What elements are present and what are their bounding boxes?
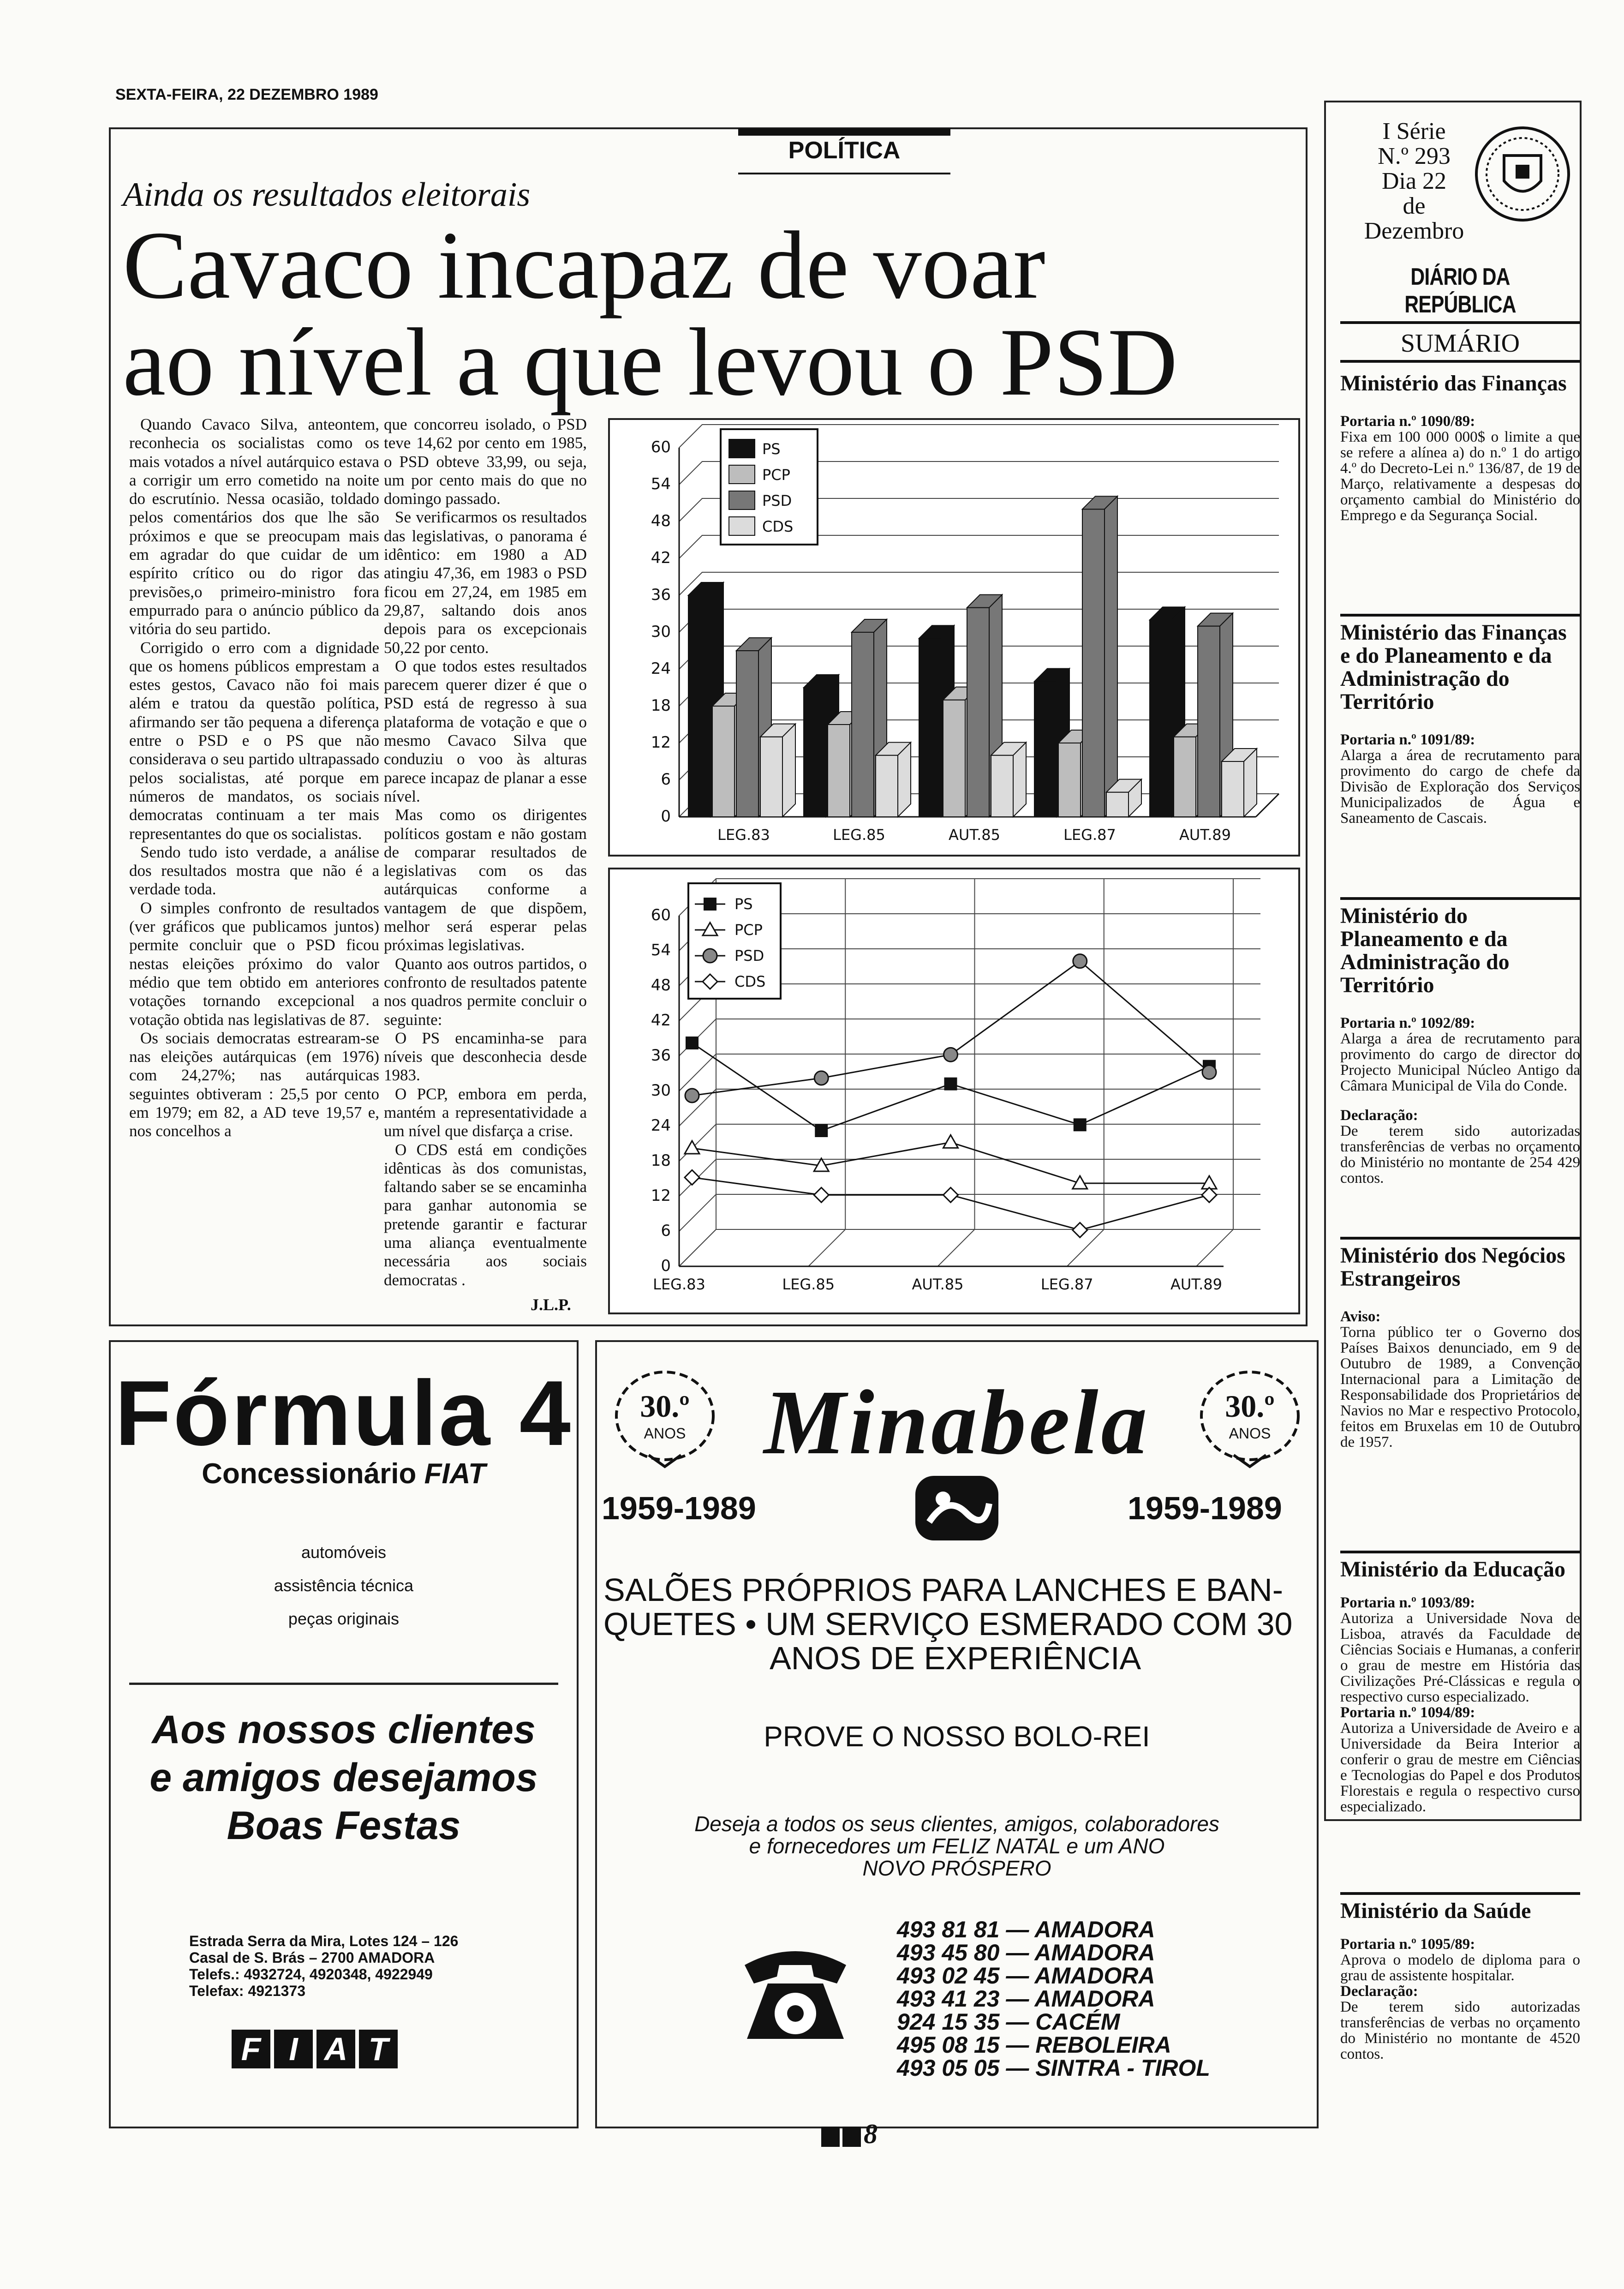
- years-left: 1959-1989: [602, 1490, 756, 1526]
- paragraph: Mas como os dirigentes políticos gostam e não gostam de comparar resultados de legislativas com os das autárquicas conforme a vantagem de que dispõem, melhor será esperar pelas próximas legislativas.: [384, 806, 587, 954]
- bar-ps: [1034, 682, 1057, 817]
- bar-psd: [852, 632, 874, 817]
- gridline: [679, 1124, 1260, 1161]
- section-entry: [1340, 1108, 1580, 1186]
- ad-subtitle: [111, 1457, 577, 1490]
- issue-series: I Série: [1382, 118, 1446, 144]
- paragraph: Quando Cavaco Silva, anteontem, reconhecia os socialistas como os mais votados a nível autárquico estava a corrigir um erro cometido na noite do escrutínio. Nessa ocasião, toldado pelos comentários dos que lhe são próximos e que se preocupam mais em agradar do que cuidar de um espírito crítico ou do rigor das previsões,o primeiro-ministro fora empurrado para o anúncio público da vitória do seu partido.: [129, 415, 379, 638]
- phone-list: [897, 1918, 1210, 2079]
- section-entry: [1340, 1015, 1580, 1094]
- paragraph: O PS encaminha-se para níveis que desconhecia desde 1983.: [384, 1029, 587, 1085]
- bar-cds: [1106, 792, 1128, 817]
- page-number: 8: [864, 2119, 878, 2149]
- divider: [129, 1683, 558, 1685]
- address-line: Telefax: 4921373: [189, 1983, 306, 1999]
- divider: [1340, 360, 1580, 363]
- marker-circle: [703, 949, 717, 963]
- y-tick-label: 30: [651, 623, 671, 641]
- sidebar-section: [1340, 1244, 1580, 1450]
- bar-ps: [1150, 620, 1172, 817]
- anniversary-sub: ANOS: [644, 1425, 686, 1442]
- telephone-icon: [735, 1937, 855, 2048]
- line-chart-svg: [610, 869, 1298, 1312]
- legend-swatch: [729, 491, 755, 509]
- y-tick-label: 42: [651, 1011, 671, 1030]
- ad-subtitle-brand: FIAT: [424, 1458, 486, 1490]
- section-entry: [1340, 1936, 1580, 1983]
- laurel-wreath-icon: [1192, 1360, 1308, 1476]
- byline: J.L.P.: [531, 1295, 571, 1314]
- ad-services: [111, 1536, 577, 1636]
- y-tick-label: 12: [651, 1186, 671, 1205]
- marker-circle: [944, 1048, 958, 1061]
- publication-name: DIÁRIO DA REPÚBLICA: [1404, 264, 1516, 318]
- greeting-line: Aos nossos clientes: [152, 1708, 536, 1752]
- section-head: Ministério do Planeamento e da Administração do Território: [1340, 904, 1510, 997]
- divider: [1340, 1892, 1580, 1895]
- marker-square: [944, 1078, 957, 1091]
- y-tick-label: 0: [661, 807, 671, 826]
- y-tick-label: 6: [661, 770, 671, 789]
- y-tick-label: 0: [661, 1257, 671, 1275]
- entry-label: Portaria n.º 1090/89:: [1340, 413, 1475, 430]
- issue-day: Dia 22: [1381, 168, 1447, 194]
- y-tick-label: 30: [651, 1081, 671, 1100]
- paragraph: Corrigido o erro com a dignidade que os homens públicos emprestam a estes gestos, Cavaco não foi mais além e tratou da questão política, afirmando ser tão pequena a diferença entre o PSD e o PS que não considerava o seu partido ultrapassado pelos socialistas, até porque em números de mandatos, os sociais democratas continuam a ter mais representantes do que os socialistas.: [129, 638, 379, 843]
- bar-side-cds: [782, 724, 795, 817]
- entry-label: Portaria n.º 1095/89:: [1340, 1936, 1475, 1953]
- legend-label: PSD: [734, 947, 764, 965]
- legend-swatch: [729, 439, 755, 458]
- section-entry: [1340, 1983, 1580, 2062]
- brand-name: Minabela: [764, 1372, 1150, 1474]
- service-item: automóveis: [301, 1543, 387, 1562]
- x-tick-label: AUT.89: [1170, 1276, 1222, 1293]
- y-tick-label: 54: [651, 941, 671, 959]
- laurel-wreath-icon: [607, 1360, 722, 1476]
- article-column-2: [384, 415, 587, 1289]
- logo-letter: I: [274, 2030, 313, 2068]
- marker-square: [1074, 1118, 1087, 1131]
- gridline: [679, 1089, 1260, 1126]
- wishes-line: Deseja a todos os seus clientes, amigos, colaboradores: [694, 1812, 1219, 1836]
- phone-row: 493 81 81 — AMADORA: [897, 1917, 1155, 1942]
- line-chart: [608, 868, 1300, 1314]
- wishes-line: NOVO PRÓSPERO: [862, 1856, 1051, 1880]
- phone-place: AMADORA: [1034, 1917, 1155, 1942]
- phone-row: 924 15 35 — CACÉM: [897, 2009, 1120, 2035]
- entry-text: Alarga a área de recrutamento para provimento do cargo de director do Projecto Municipal Núcleo Antigo da Câmara Municipal de Vila do Conde.: [1340, 1031, 1580, 1094]
- y-tick-label: 6: [661, 1222, 671, 1240]
- logo-letter: A: [316, 2030, 355, 2068]
- entry-text: De terem sido autorizadas transferências de verbas no orçamento do Ministério no montante de 254 429 contos.: [1340, 1123, 1580, 1186]
- section-head: Ministério da Educação: [1340, 1557, 1565, 1582]
- phone-row: 495 08 15 — REBOLEIRA: [897, 2032, 1171, 2058]
- entry-text: Aprova o modelo de diploma para o grau de assistente hospitalar.: [1340, 1952, 1580, 1984]
- bar-psd: [1082, 509, 1105, 817]
- bar-pcp: [943, 700, 965, 817]
- article-column-1: [129, 415, 379, 1141]
- phone-place: SINTRA - TIROL: [1035, 2055, 1210, 2081]
- phone-place: REBOLEIRA: [1035, 2032, 1171, 2058]
- marker-square: [686, 1037, 699, 1049]
- address-line: Estrada Serra da Mira, Lotes 124 – 126: [189, 1933, 459, 1949]
- x-tick-label: LEG.83: [717, 826, 770, 844]
- section-entry: [1340, 1705, 1580, 1815]
- paragraph: Os sociais democratas estrearam-se nas eleições autárquicas (em 1976) com 24,27%; nas autárquicas seguintes obtiveram : 25,5 por cento em 1979; em 82, a AD teve 19,57 e, nos concelhos a: [129, 1029, 379, 1140]
- phone-row: 493 05 05 — SINTRA - TIROL: [897, 2055, 1210, 2081]
- greeting-line: Boas Festas: [227, 1804, 461, 1848]
- phone-place: AMADORA: [1034, 1963, 1155, 1989]
- bar-side-cds: [898, 743, 911, 817]
- greeting-line: e amigos desejamos: [149, 1756, 538, 1800]
- bar-ps: [688, 595, 710, 817]
- entry-label: Portaria n.º 1092/89:: [1340, 1015, 1475, 1031]
- x-tick-label: AUT.85: [949, 826, 1000, 844]
- bather-logo-icon: [915, 1476, 998, 1540]
- coat-of-arms-icon: [1472, 121, 1573, 227]
- minabela-advertisement: [595, 1340, 1319, 2128]
- bar-ps: [804, 688, 826, 817]
- phone-number: 493 41 23: [897, 1986, 1000, 2012]
- y-tick-label: 36: [651, 586, 671, 604]
- legend-label: CDS: [734, 973, 766, 990]
- marker-square: [815, 1124, 828, 1137]
- legend-label: PCP: [762, 466, 790, 484]
- gridline-vertical: [938, 879, 975, 1266]
- bar-chart: [608, 418, 1300, 857]
- section-entry: [1340, 1595, 1580, 1705]
- y-tick-label: 54: [651, 475, 671, 493]
- dateline: SEXTA-FEIRA, 22 DEZEMBRO 1989: [115, 86, 378, 103]
- x-tick-label: LEG.85: [782, 1276, 835, 1293]
- entry-text: Autoriza a Universidade de Aveiro e a Universidade da Beira Interior a conferir o grau de mestre em Ciências e Tecnologias do Papel e dos Produtos Florestais e regula o respectivo curso especializado.: [1340, 1720, 1580, 1815]
- paragraph: O CDS está em condições idênticas às dos comunistas, faltando saber se se encaminha para ganhar autonomia se pretende garantir e facturar uma aliança eventualmente necessária aos sociais democratas .: [384, 1140, 587, 1289]
- logo-letter: F: [232, 2030, 270, 2068]
- x-tick-label: AUT.85: [912, 1276, 964, 1293]
- gridline: [679, 1019, 1260, 1056]
- phone-place: AMADORA: [1034, 1940, 1155, 1965]
- paragraph: O que todos estes resultados parecem querer dizer é que o PSD está de regresso à sua plataforma de votação e que o mesmo Cavaco Silva que conduziu o voo às alturas parece incapaz de planar a esse nível.: [384, 657, 587, 805]
- marker-diamond: [1202, 1187, 1217, 1202]
- y-tick-label: 42: [651, 549, 671, 567]
- section-head: Ministério das Finanças e do Planeamento e da Administração do Território: [1340, 620, 1567, 714]
- bar-cds: [1222, 761, 1244, 817]
- bar-ps: [919, 638, 941, 817]
- phone-row: 493 45 80 — AMADORA: [897, 1940, 1155, 1965]
- ad-subtitle-prefix: Concessionário: [202, 1458, 424, 1490]
- y-tick-label: 36: [651, 1046, 671, 1065]
- entry-label: Portaria n.º 1093/89:: [1340, 1594, 1475, 1611]
- anniversary-number: 30.º: [640, 1389, 690, 1424]
- phone-number: 495 08 15: [897, 2032, 1000, 2058]
- years-right: 1959-1989: [1128, 1490, 1282, 1526]
- y-tick-label: 48: [651, 512, 671, 530]
- bar-side-cds: [1013, 743, 1026, 817]
- bar-pcp: [712, 706, 734, 817]
- sidebar-section: [1340, 621, 1580, 826]
- bar-cds: [876, 755, 898, 817]
- bar-psd: [967, 608, 989, 817]
- section-head: Ministério da Saúde: [1340, 1899, 1531, 1923]
- dl-logo-icon: [842, 2127, 861, 2147]
- sidebar-section: [1340, 1558, 1580, 1815]
- phone-number: 493 05 05: [897, 2055, 1000, 2081]
- bar-psd: [1198, 626, 1220, 817]
- fiat-advertisement: [109, 1340, 579, 2128]
- entry-label: Aviso:: [1340, 1308, 1381, 1325]
- bar-pcp: [1174, 737, 1196, 817]
- marker-circle: [685, 1089, 699, 1103]
- marker-diamond: [943, 1187, 958, 1202]
- divider: [1340, 321, 1580, 324]
- issue-month: Dezembro: [1364, 218, 1464, 244]
- x-tick-label: AUT.89: [1179, 826, 1231, 844]
- sidebar-section: [1340, 1900, 1580, 2062]
- legend-label: PCP: [734, 921, 763, 939]
- offer-text: PROVE O NOSSO BOLO-REI: [764, 1721, 1150, 1753]
- bar-chart-svg: [610, 420, 1298, 855]
- entry-text: Autoriza a Universidade Nova de Lisboa, através da Faculdade de Ciências Sociais e Humanas, a conferir o grau de mestre em História das Civilizações Pré-Clássicas e regula o respectivo curso especializado.: [1340, 1610, 1580, 1705]
- ad-address: [189, 1933, 458, 1999]
- phone-number: 493 02 45: [897, 1963, 1000, 1989]
- issue-info: [1352, 119, 1476, 244]
- y-tick-label: 18: [651, 1151, 671, 1170]
- anniversary-number: 30.º: [1225, 1389, 1275, 1424]
- section-entry: [1340, 413, 1580, 523]
- x-tick-label: LEG.85: [833, 826, 885, 844]
- phone-place: AMADORA: [1034, 1986, 1155, 2012]
- paragraph: O simples confronto de resultados (ver gráficos que publicamos juntos) permite concluir que o PSD ficou nestas eleições próximo do valor médio que tem obtido em anteriores votações tornando excepcional a votação obtida nas legislativas de 87.: [129, 899, 379, 1029]
- service-item: assistência técnica: [274, 1576, 414, 1595]
- paragraph: Sendo tudo isto verdade, a análise dos resultados mostra que não é a verdade toda.: [129, 843, 379, 899]
- marker-circle: [1202, 1065, 1216, 1079]
- legend-swatch: [729, 517, 755, 535]
- phone-row: 493 02 45 — AMADORA: [897, 1963, 1155, 1989]
- paragraph: que concorreu isolado, o PSD teve 14,62 por cento em 1985, o PSD obteve 33,99, ou seja, um por cento mais do que no domingo passado.: [384, 415, 587, 508]
- marker-diamond: [1073, 1222, 1087, 1237]
- gridline-vertical: [1067, 879, 1104, 1266]
- legend-label: PS: [762, 440, 781, 458]
- bar-pcp: [828, 725, 850, 817]
- gridline: [679, 1229, 1260, 1266]
- y-tick-label: 18: [651, 696, 671, 715]
- x-tick-label: LEG.83: [653, 1276, 705, 1293]
- entry-text: Torna público ter o Governo dos Países Baixos denunciado, em 9 de Outubro de 1989, a Convenção Internacional para a Limitação de Responsabilidade dos Proprietários de Navios no Mar e respectivo Protocolo, feitos em Bruxelas em 10 de Outubro de 1957.: [1340, 1324, 1580, 1450]
- issue-de: de: [1403, 193, 1426, 219]
- divider: [1340, 1551, 1580, 1553]
- services-text: [603, 1573, 1309, 1675]
- marker-square: [704, 898, 716, 911]
- marker-diamond: [685, 1170, 699, 1185]
- address-line: Telefs.: 4932724, 4920348, 4922949: [189, 1966, 433, 1983]
- logo-letter: T: [359, 2030, 398, 2068]
- y-tick-label: 60: [651, 438, 671, 456]
- entry-label: Portaria n.º 1091/89:: [1340, 731, 1475, 748]
- phone-place: CACÉM: [1035, 2009, 1120, 2035]
- section-head: Ministério das Finanças: [1340, 371, 1567, 395]
- paragraph: Se verificarmos os resultados das legislativas, o panorama é idêntico: em 1980 a AD atingiu 47,36, em 1983 o PSD ficou em 27,24, em 1985 em 29,87, saltando dois anos depois para os excepcionais 50,22 por cento.: [384, 508, 587, 657]
- bar-side-psd: [1105, 496, 1117, 817]
- paragraph: O PCP, embora em perda, mantém a representatividade a um nível que disfarça a crise.: [384, 1085, 587, 1140]
- gridline: [679, 1159, 1260, 1196]
- x-tick-label: LEG.87: [1040, 1276, 1093, 1293]
- section-entry: [1340, 732, 1580, 826]
- series-line-cds: [692, 1177, 1209, 1230]
- y-tick-label: 12: [651, 733, 671, 752]
- wishes-line: e fornecedores um FELIZ NATAL e um ANO: [749, 1834, 1165, 1858]
- kicker: Ainda os resultados eleitorais: [123, 176, 531, 214]
- x-tick-label: LEG.87: [1063, 826, 1116, 844]
- footer-page-mark: [821, 2118, 878, 2150]
- legend-label: PSD: [762, 492, 792, 509]
- marker-circle: [1073, 954, 1087, 968]
- marker-circle: [814, 1071, 828, 1085]
- phone-number: 493 45 80: [897, 1940, 1000, 1965]
- entry-label: Declaração:: [1340, 1107, 1418, 1124]
- issue-number: N.º 293: [1378, 143, 1451, 169]
- address-line: Casal de S. Brás – 2700 AMADORA: [189, 1949, 435, 1966]
- dl-logo-icon: [821, 2127, 840, 2147]
- section-head: Ministério dos Negócios Estrangeiros: [1340, 1243, 1565, 1291]
- services-line: ANOS DE EXPERIÊNCIA: [770, 1640, 1141, 1676]
- wishes-text: [597, 1813, 1317, 1879]
- y-tick-label: 24: [651, 659, 671, 678]
- headline-line-1: Cavaco incapaz de voar: [123, 212, 1045, 319]
- phone-row: 493 41 23 — AMADORA: [897, 1986, 1155, 2012]
- gridline-vertical: [808, 879, 845, 1266]
- legend-swatch: [729, 465, 755, 484]
- sidebar-section: [1340, 905, 1580, 1186]
- marker-triangle: [943, 1135, 958, 1148]
- section-entry: [1340, 1309, 1580, 1450]
- paragraph: Quanto aos outros partidos, o confronto de resultados patente nos quadros permite concluir o seguinte:: [384, 954, 587, 1029]
- ad-title: Fórmula 4: [115, 1362, 573, 1465]
- legend-label: PS: [734, 895, 753, 913]
- phone-number: 924 15 35: [897, 2009, 1000, 2035]
- y-tick-label: 48: [651, 976, 671, 995]
- entry-text: Fixa em 100 000 000$ o limite a que se refere a alínea a) do n.º 1 do artigo 4.º do Decreto-Lei n.º 136/87, de 19 de Março, relativamente a despesas do orçamento cambial do Ministério do Emprego e da Segurança Social.: [1340, 429, 1580, 524]
- marker-diamond: [814, 1187, 829, 1202]
- divider: [1340, 1237, 1580, 1240]
- bar-cds: [991, 755, 1013, 817]
- headline-line-2: ao nível a que levou o PSD: [123, 309, 1178, 416]
- bar-pcp: [1058, 743, 1081, 817]
- divider: [1340, 897, 1580, 900]
- services-line: SALÕES PRÓPRIOS PARA LANCHES E BAN-: [603, 1572, 1284, 1608]
- section-label: POLÍTICA: [738, 128, 950, 174]
- bar-psd: [736, 651, 758, 817]
- y-tick-label: 60: [651, 906, 671, 924]
- entry-text: De terem sido autorizadas transferências de verbas no orçamento do Ministério no montante de 4520 contos.: [1340, 1999, 1580, 2062]
- summary-title: SUMÁRIO: [1400, 329, 1520, 358]
- services-line: QUETES • UM SERVIÇO ESMERADO COM 30: [603, 1606, 1293, 1642]
- divider: [1340, 614, 1580, 617]
- anniversary-sub: ANOS: [1229, 1425, 1271, 1442]
- phone-number: 493 81 81: [897, 1917, 1000, 1942]
- y-tick-label: 24: [651, 1116, 671, 1135]
- entry-label: Portaria n.º 1094/89:: [1340, 1704, 1475, 1721]
- entry-label: Declaração:: [1340, 1983, 1418, 2000]
- fiat-logo: [232, 2030, 398, 2068]
- legend-label: CDS: [762, 518, 794, 535]
- service-item: peças originais: [288, 1609, 400, 1628]
- entry-text: Alarga a área de recrutamento para provimento do cargo de chefe da Divisão de Exploração dos Serviços Municipalizados de Água e Saneamento de Cascais.: [1340, 747, 1580, 827]
- bar-cds: [760, 737, 782, 817]
- sidebar-section: [1340, 372, 1580, 523]
- ad-greeting: [111, 1706, 577, 1850]
